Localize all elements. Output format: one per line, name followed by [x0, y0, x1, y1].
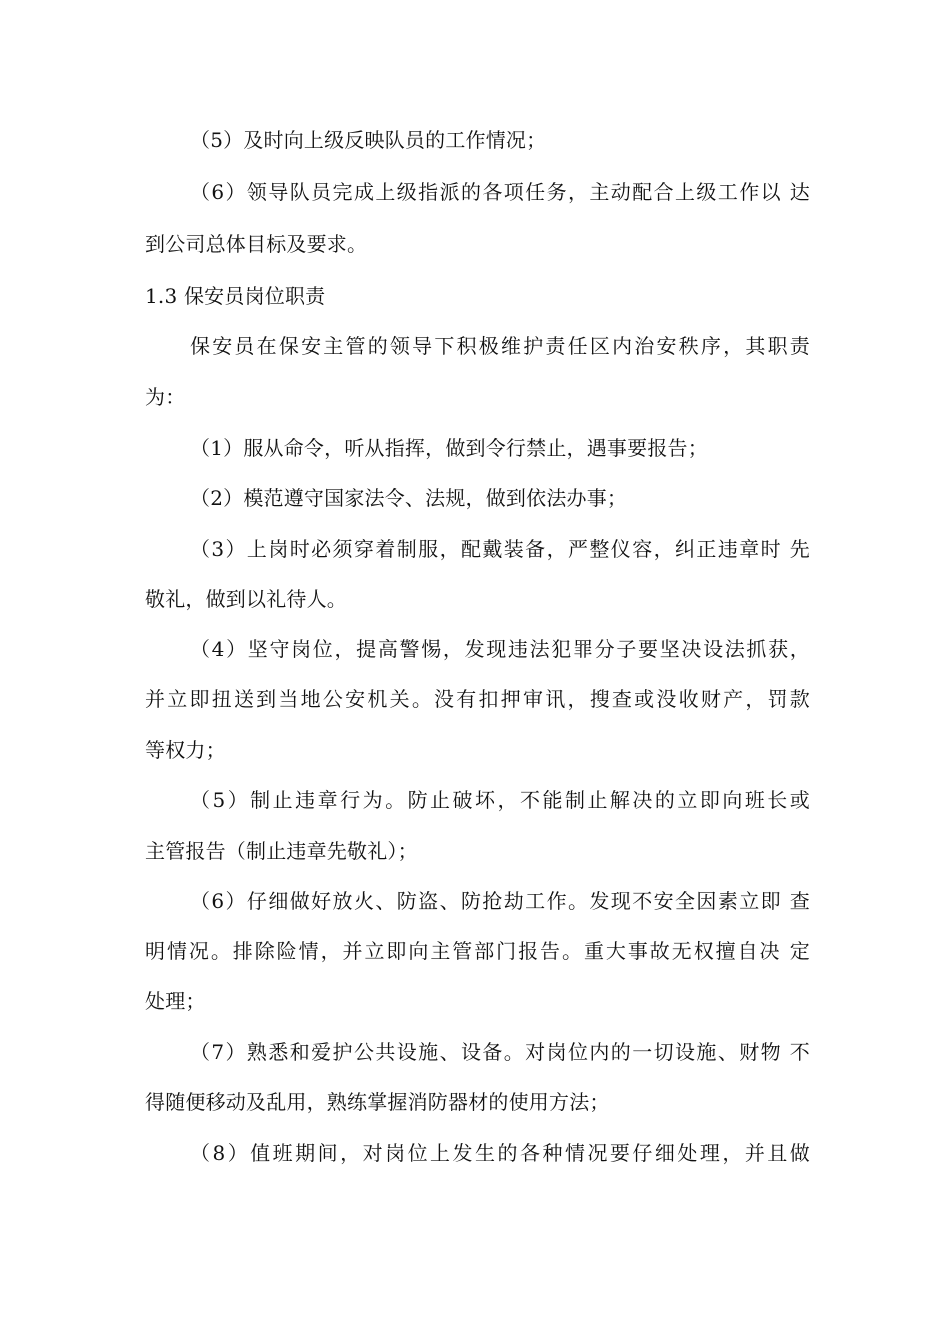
list-item-5-leader: （5）及时向上级反映队员的工作情况；: [190, 128, 547, 152]
duty-item-8-line-1: （8）值班期间，对岗位上发生的各种情况要仔细处理，并且做: [190, 1141, 810, 1165]
list-item-6-leader-line-2: 到公司总体目标及要求。: [145, 232, 368, 256]
duty-item-6-line-1: （6）仔细做好放火、防盗、防抢劫工作。发现不安全因素立即 查: [190, 889, 810, 913]
duty-item-5-line-1: （5）制止违章行为。防止破坏，不能制止解决的立即向班长或: [190, 788, 810, 812]
duty-item-1: （1）服从命令，听从指挥，做到令行禁止，遇事要报告；: [190, 436, 708, 460]
duty-item-4-line-2: 并立即扭送到当地公安机关。没有扣押审讯，搜查或没收财产，罚款: [145, 687, 810, 711]
list-item-6-leader-line-1: （6）领导队员完成上级指派的各项任务，主动配合上级工作以 达: [190, 180, 810, 204]
intro-paragraph-line-2: 为：: [145, 385, 186, 409]
duty-item-4-line-3: 等权力；: [145, 738, 226, 762]
intro-paragraph-line-1: 保安员在保安主管的领导下积极维护责任区内治安秩序，其职责: [190, 334, 810, 358]
duty-item-2: （2）模范遵守国家法令、法规，做到依法办事；: [190, 486, 628, 510]
duty-item-3-line-2: 敬礼，做到以礼待人。: [145, 587, 347, 611]
duty-item-7-line-2: 得随便移动及乱用，熟练掌握消防器材的使用方法；: [145, 1090, 610, 1114]
duty-item-5-line-2: 主管报告（制止违章先敬礼）；: [145, 839, 418, 863]
section-heading-1-3: 1.3 保安员岗位职责: [145, 284, 326, 308]
duty-item-6-line-3: 处理；: [145, 989, 206, 1013]
duty-item-3-line-1: （3）上岗时必须穿着制服，配戴装备，严整仪容，纠正违章时 先: [190, 537, 810, 561]
duty-item-4-line-1: （4）坚守岗位，提高警惕，发现违法犯罪分子要坚决设法抓获，: [190, 637, 810, 661]
duty-item-7-line-1: （7）熟悉和爱护公共设施、设备。对岗位内的一切设施、财物 不: [190, 1040, 810, 1064]
duty-item-6-line-2: 明情况。排除险情，并立即向主管部门报告。重大事故无权擅自决 定: [145, 939, 810, 963]
